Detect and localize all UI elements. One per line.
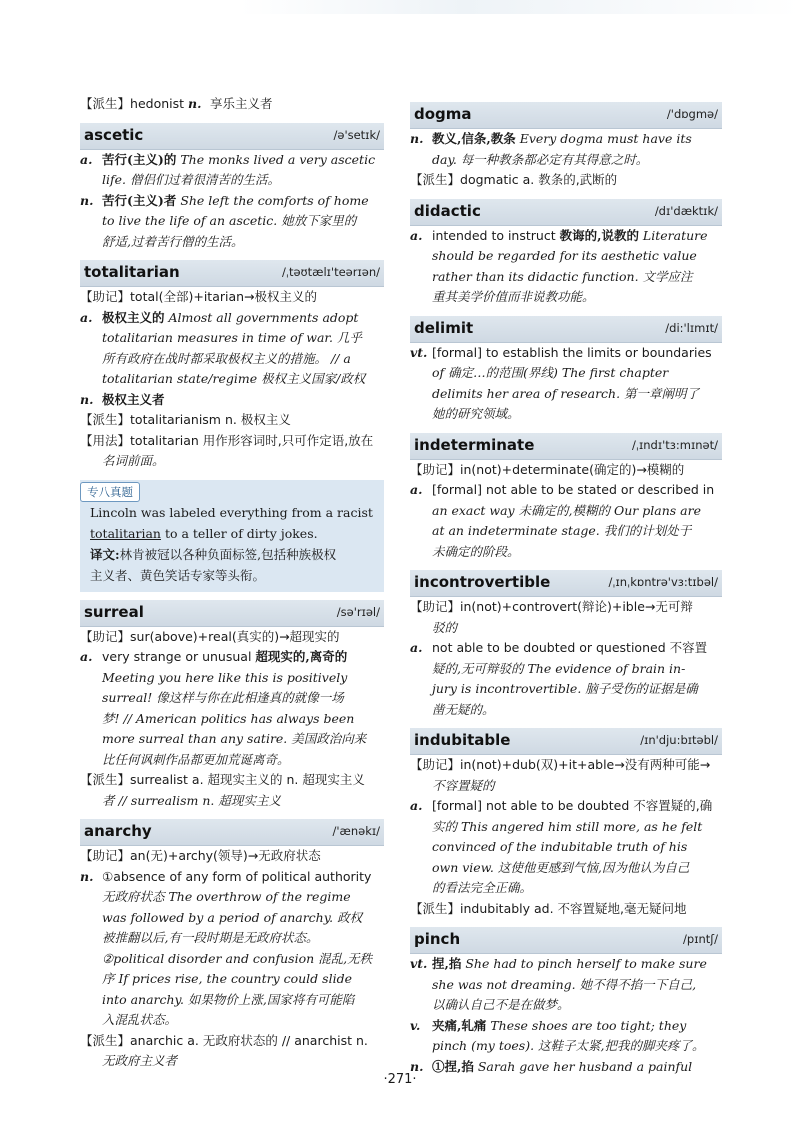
example-text: She left the comforts of home (176, 192, 369, 208)
line-text: to a teller of dirty jokes. (160, 525, 318, 541)
continuation-line (80, 990, 384, 1011)
continuation-line (410, 1036, 722, 1057)
tag-text: in(not)+dub(双)+it+able→没有两种可能→ (460, 757, 711, 772)
headword-bar (410, 102, 722, 129)
sense-line (410, 796, 722, 817)
tag-label: 【派生】 (80, 412, 131, 427)
part-of-speech: v. (410, 1017, 421, 1033)
continuation-line (410, 363, 722, 384)
headword: ascetic (84, 125, 144, 144)
entry-indubitable (410, 728, 722, 919)
continuation-line (410, 267, 722, 288)
pronunciation: /'ænəkɪ/ (332, 824, 380, 838)
tag-label: 【用法】 (80, 432, 131, 448)
line-text: should be regarded for its aesthetic value (432, 248, 697, 263)
line-text: 疑的,无可辩驳的 The evidence of brain in- (432, 660, 686, 676)
continuation-line (80, 1051, 384, 1072)
line-text: 凿无疑的。 (432, 701, 495, 717)
continuation-line (410, 700, 722, 721)
continuation-line (410, 521, 722, 542)
line-text: 未确定的阶段。 (432, 543, 520, 559)
exam-sentence-line: Lincoln was labeled everything from a racist (90, 504, 373, 520)
sense-definition: intended to instruct (432, 227, 560, 243)
part-of-speech: n. (188, 96, 202, 111)
headword: surreal (84, 602, 144, 621)
part-of-speech: vt. (410, 344, 428, 360)
line-text: of 确定…的范围(界线) The first chapter (432, 365, 669, 380)
entry-pinch (410, 927, 722, 1077)
continuation-line (410, 542, 722, 563)
line-text: 以确认自己不是在做梦。 (432, 997, 570, 1012)
continuation-line (410, 384, 722, 405)
continuation-line (80, 211, 384, 232)
tag-line (410, 460, 722, 481)
exam-label: 专八真题 (80, 482, 140, 502)
tag-line (80, 431, 384, 452)
example-text: Almost all governments adopt (164, 309, 359, 325)
tag-text: total(全部)+itarian→极权主义的 (130, 289, 318, 304)
chinese-meaning: 极权主义的 (102, 309, 165, 325)
page-top-band (240, 0, 800, 14)
headword: anarchy (84, 822, 152, 840)
tag-text: sur(above)+real(真实的)→超现实的 (130, 628, 340, 644)
continuation-line (410, 287, 722, 308)
headword: didactic (414, 201, 481, 220)
continuation-line (410, 618, 722, 639)
continuation-line (410, 858, 722, 879)
headword-bar (80, 260, 384, 287)
pronunciation: /'dɒgmə/ (666, 107, 718, 121)
part-of-speech: a. (410, 227, 423, 243)
part-of-speech: a. (80, 151, 93, 167)
example-text: Every dogma must have its (515, 131, 692, 146)
line-text: more surreal than any satire. 美国政治向来 (102, 731, 367, 746)
tag-label: 【助记】 (410, 461, 461, 477)
entry-totalitarian (80, 260, 384, 472)
sense-line (410, 129, 722, 150)
chinese-meaning: 超现实的,离奇的 (255, 649, 348, 664)
continuation-line (80, 928, 384, 949)
tag-label: 【派生】 (80, 772, 131, 787)
line-text: life. 僧侣们过着很清苦的生活。 (102, 172, 280, 187)
line-text: pinch (my toes). 这鞋子太紧,把我的脚夹疼了。 (432, 1038, 705, 1053)
line-text: convinced of the indubitable truth of his (432, 839, 688, 854)
continuation-line (80, 969, 384, 990)
pronunciation: /sə'rɪəl/ (336, 604, 380, 619)
line-text: rather than its didactic function. 文学应注 (432, 268, 693, 284)
part-of-speech: a. (410, 482, 423, 497)
line-text: 梦! // American politics has always been (102, 710, 355, 726)
line-text: into anarchy. 如果物价上涨,国家将有可能陷 (102, 991, 355, 1007)
underlined-word: totalitarian (90, 525, 161, 541)
line-text: delimits her area of research. 第一章阐明了 (432, 385, 700, 401)
continuation-line (80, 791, 384, 812)
sense-line (410, 226, 722, 247)
line-text: 驳的 (432, 619, 458, 635)
part-of-speech: a. (410, 798, 423, 813)
tag-label: 【助记】 (410, 599, 461, 614)
pronunciation: /pɪntʃ/ (683, 932, 718, 946)
continuation-line (80, 328, 384, 349)
continuation-line (410, 679, 722, 700)
continuation-line (80, 170, 384, 191)
tag-line (80, 770, 384, 791)
pronunciation: /ˌɪndɪ'tɜ:mɪnət/ (631, 437, 718, 452)
entry-didactic (410, 199, 722, 308)
continuation-line (410, 995, 722, 1016)
line-text: 无政府状态 The overthrow of the regime (102, 889, 351, 904)
tag-line (80, 410, 384, 431)
continuation-line (80, 908, 384, 929)
tag-text: totalitarianism n. 极权主义 (130, 412, 291, 427)
line-text: 入混乱状态。 (102, 1012, 178, 1027)
tag-text: totalitarian 用作形容词时,只可作定语,放在 (130, 432, 374, 448)
tag-line (410, 597, 722, 618)
headword: delimit (414, 318, 474, 337)
line-text: 序 If prices rise, the country could slide (102, 971, 352, 986)
translation-label: 译文: (90, 546, 120, 562)
entry-dogma (410, 102, 722, 191)
line-text: 实的 This angered him still more, as he felt (432, 818, 703, 834)
exam-sentence-line (86, 523, 378, 544)
chinese-meaning: 夹痛,轧痛 (432, 1017, 487, 1033)
sense-line (80, 308, 384, 329)
continuation-line (80, 369, 384, 390)
example-text: Literature (638, 227, 708, 243)
tag-text: surrealist a. 超现实主义的 n. 超现实主义 (130, 772, 365, 787)
part-of-speech: n. (410, 131, 424, 146)
continuation-line (80, 709, 384, 730)
chinese-meaning: 享乐主义者 (210, 96, 273, 111)
headword: dogma (414, 105, 472, 123)
continuation-line (410, 975, 722, 996)
continuation-line (80, 349, 384, 370)
part-of-speech: vt. (410, 956, 428, 971)
line-text: 比任何讽刺作品都更加荒诞离奇。 (102, 751, 290, 767)
headword-bar (410, 570, 722, 597)
translation-line (86, 544, 378, 565)
tag-label: 【助记】 (80, 628, 131, 644)
chinese-meaning: 教诲的,说教的 (559, 227, 639, 243)
continuation-line (80, 887, 384, 908)
tag-text: dogmatic a. 教条的,武断的 (460, 172, 618, 187)
chinese-meaning: 捏,掐 (432, 956, 462, 971)
continuation-line (80, 750, 384, 771)
sense-line (80, 647, 384, 668)
chinese-meaning: 苦行(主义)的 (102, 151, 177, 167)
pronunciation: /di:'lɪmɪt/ (665, 320, 718, 335)
chinese-meaning: 极权主义者 (102, 391, 165, 407)
part-of-speech: n. (80, 192, 94, 208)
tag-line (410, 170, 722, 191)
headword-bar (410, 316, 722, 343)
pronunciation: /ˌɪnˌkɒntrə'vɜ:tɪbəl/ (608, 575, 718, 589)
line-text: 所有政府在战时都采取极权主义的措施。 // a (102, 350, 351, 366)
line-text: Meeting you here like this is positively (102, 669, 348, 685)
line-text: 者 // surrealism n. 超现实主义 (102, 792, 281, 808)
headword-bar (410, 433, 722, 460)
translation-text: 林肯被冠以各种负面标签,包括种族极权 (119, 546, 337, 562)
tag-text: anarchic a. 无政府状态的 // anarchist n. (130, 1032, 368, 1048)
headword-bar (410, 728, 722, 755)
line-text: 不容置疑的 (432, 777, 495, 793)
tag-text: in(not)+controvert(辩论)+ible→无可辩 (460, 599, 693, 614)
tag-line (80, 287, 384, 308)
part-of-speech: n. (410, 1058, 424, 1074)
example-text: The monks lived a very ascetic (176, 151, 376, 167)
right-column (410, 94, 722, 1077)
sense-line (410, 343, 722, 364)
tag-label: 【助记】 (410, 757, 461, 772)
sense-line (410, 954, 722, 975)
sense-line (410, 1016, 722, 1037)
headword: indeterminate (414, 435, 535, 454)
tag-text: in(not)+determinate(确定的)→模糊的 (460, 461, 685, 477)
entry-delimit (410, 316, 722, 425)
sense-definition: [formal] not able to be doubted 不容置疑的,确 (432, 798, 713, 813)
entry-indeterminate (410, 433, 722, 563)
continuation-line (410, 404, 722, 425)
part-of-speech: n. (80, 391, 94, 407)
sense-definition: [formal] not able to be stated or described in (432, 482, 715, 497)
tag-line (80, 1031, 384, 1052)
tag-label: 【助记】 (80, 848, 131, 863)
sense-line (410, 480, 722, 501)
left-column (80, 94, 384, 1072)
derived-word: hedonist (130, 96, 188, 111)
pronunciation: /ə'setɪk/ (333, 127, 380, 142)
line-text: day. 每一种教条都必定有其得意之时。 (432, 151, 649, 167)
sense-line (80, 150, 384, 171)
tag-text: indubitably ad. 不容置疑地,毫无疑问地 (460, 900, 687, 916)
line-text: own view. 这使他更感到气恼,因为他认为自己 (432, 859, 690, 875)
tag-line (410, 899, 722, 920)
line-text: to live the life of an ascetic. 她放下家里的 (102, 213, 357, 228)
tag-line (80, 846, 384, 867)
line-text: an exact way 未确定的,模糊的 Our plans are (432, 502, 701, 518)
sense-definition: [formal] to establish the limits or boundaries (432, 344, 712, 360)
chinese-meaning: 苦行(主义)者 (102, 192, 177, 208)
chinese-meaning: 教义,信条,教条 (432, 131, 516, 146)
headword-bar (80, 819, 384, 846)
line-text: 重其美学价值而非说教功能。 (432, 289, 595, 304)
chinese-meaning: ①捏,掐 (432, 1058, 474, 1074)
exam-question-box (80, 480, 384, 592)
continuation-line (80, 1010, 384, 1031)
headword: totalitarian (84, 263, 180, 281)
derived-hedonist (80, 94, 384, 115)
headword-bar (410, 927, 722, 954)
continuation-line (410, 837, 722, 858)
headword: incontrovertible (414, 573, 551, 591)
line-text: jury is incontrovertible. 脑子受伤的证据是确 (432, 681, 698, 696)
tag-label: 【派生】 (410, 172, 461, 187)
continuation-line (410, 150, 722, 171)
sense-definition: not able to be doubted or questioned 不容置 (432, 640, 708, 655)
pronunciation: /ɪn'dju:bɪtəbl/ (640, 733, 718, 747)
continuation-line (80, 949, 384, 970)
part-of-speech: a. (80, 649, 93, 664)
headword-bar (80, 600, 384, 627)
translation-line: 主义者、黄色笑话专家等头衔。 (90, 567, 266, 583)
sense-line (80, 867, 384, 888)
pronunciation: /ˌtəʊtælɪ'teərɪən/ (281, 265, 380, 279)
entry-anarchy (80, 819, 384, 1072)
sense-line (80, 390, 384, 411)
line-text: she was not dreaming. 她不得不掐一下自己, (432, 976, 697, 992)
sense-line (410, 638, 722, 659)
sense-line (80, 191, 384, 212)
continuation-line (410, 246, 722, 267)
sense-definition: very strange or unusual (102, 649, 256, 664)
example-text: Sarah gave her husband a painful (473, 1058, 693, 1074)
entry-surreal (80, 600, 384, 812)
line-text: 被推翻以后,有一段时期是无政府状态。 (102, 930, 319, 945)
line-text: was followed by a period of anarchy. 政权 (102, 909, 363, 925)
tag-text: an(无)+archy(领导)→无政府状态 (130, 848, 321, 863)
tag-label: 【派生】 (80, 1032, 131, 1048)
continuation-line (410, 659, 722, 680)
line-text: 她的研究领域。 (432, 406, 520, 421)
pronunciation: /dɪ'dæktɪk/ (654, 203, 718, 218)
continuation-line (410, 878, 722, 899)
headword: pinch (414, 930, 461, 948)
tag-label: 【助记】 (80, 289, 131, 304)
line-text: totalitarian measures in time of war. 几乎 (102, 330, 362, 345)
part-of-speech: a. (80, 309, 93, 325)
line-text: totalitarian state/regime 极权主义国家/政权 (102, 371, 366, 386)
line-text: surreal! 像这样与你在此相逢真的就像一场 (102, 690, 344, 705)
line-text: 名词前面。 (102, 453, 165, 468)
tag-label: 【派生】 (80, 96, 131, 111)
line-text: at an indeterminate stage. 我们的计划处于 (432, 523, 692, 538)
line-text: 无政府主义者 (102, 1053, 178, 1068)
line-text: 舒适,过着苦行僧的生活。 (102, 233, 244, 249)
entry-incontrovertible (410, 570, 722, 720)
continuation-line (80, 668, 384, 689)
example-text: She had to pinch herself to make sure (461, 956, 707, 971)
tag-line (410, 755, 722, 776)
continuation-line (80, 451, 384, 472)
continuation-line (80, 729, 384, 750)
headword: indubitable (414, 731, 511, 749)
entry-ascetic (80, 123, 384, 253)
tag-label: 【派生】 (410, 900, 461, 916)
part-of-speech: a. (410, 640, 423, 655)
example-text: These shoes are too tight; they (486, 1017, 687, 1033)
tag-line (80, 627, 384, 648)
continuation-line (410, 776, 722, 797)
part-of-speech: n. (80, 868, 94, 884)
continuation-line (410, 817, 722, 838)
continuation-line (80, 688, 384, 709)
headword-bar (80, 123, 384, 150)
page-number: ·271· (383, 1072, 417, 1087)
line-text: ②political disorder and confusion 混乱,无秩 (102, 950, 373, 966)
sense-definition: ①absence of any form of political authority (102, 868, 372, 884)
continuation-line (80, 232, 384, 253)
line-text: 的看法完全正确。 (432, 880, 533, 895)
headword-bar (410, 199, 722, 226)
continuation-line (410, 501, 722, 522)
